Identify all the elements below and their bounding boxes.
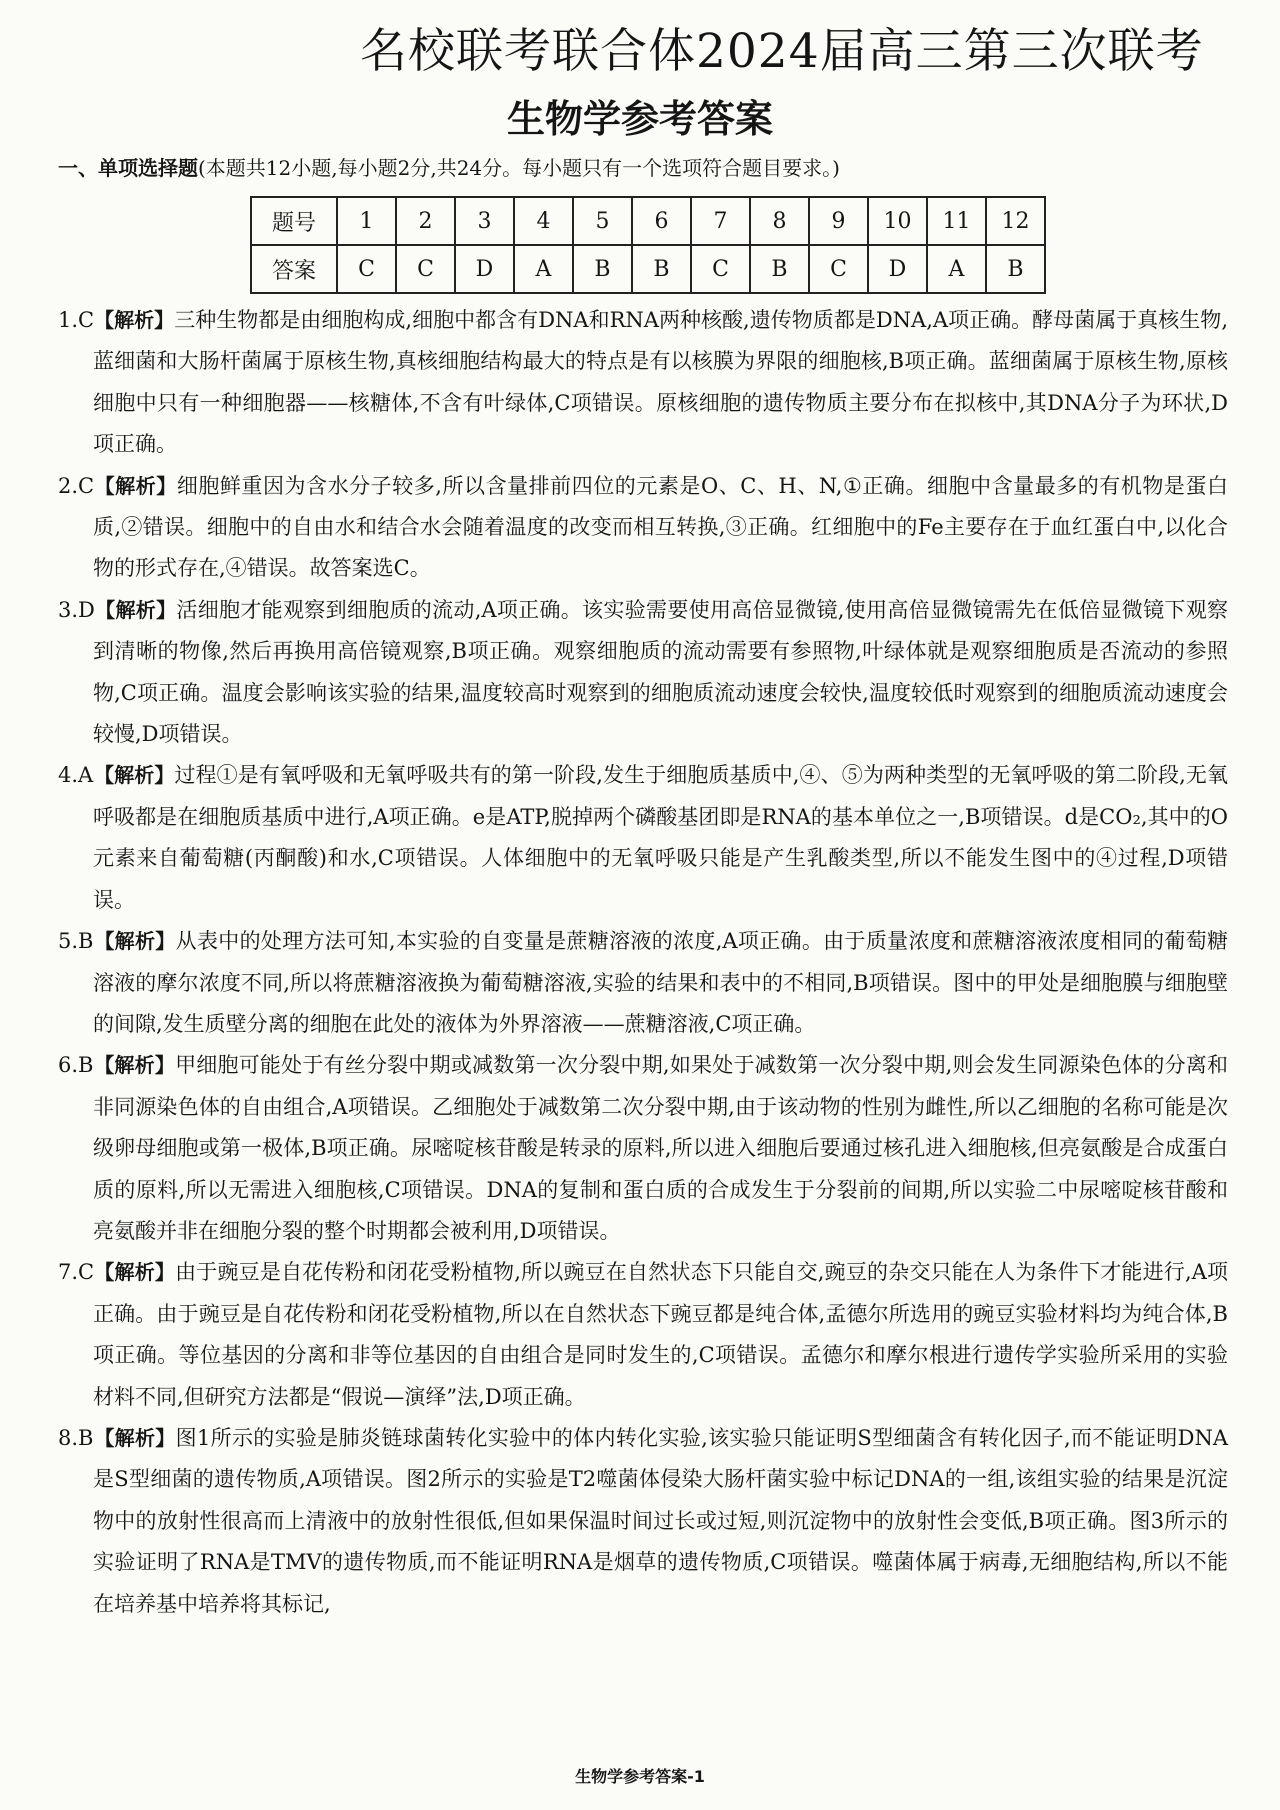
answer-cell: D — [455, 245, 514, 293]
item-text: 从表中的处理方法可知,本实验的自变量是蔗糖溶液的浓度,A项正确。由于质量浓度和蔗糖溶液浓度相同的葡萄糖溶液的摩尔浓度不同,所以将蔗糖溶液换为葡萄糖溶液,实验的结果和表中的不相同,B项错误。图中的甲处是细胞膜与细胞壁的间隙,发生质壁分离的细胞在此处的液体为外界溶液——蔗糖溶液,C项正确。 — [93, 929, 1229, 1036]
section-title: 一、单项选择题 — [58, 156, 198, 180]
answer-cell: B — [573, 245, 632, 293]
analysis-tag: 【解析】 — [94, 1425, 176, 1450]
row-label-number: 题号 — [251, 197, 337, 245]
question-number-cell: 6 — [632, 197, 691, 245]
question-number-cell: 2 — [396, 197, 455, 245]
row-label-answer: 答案 — [251, 245, 337, 293]
item-answer: 4.A — [58, 763, 94, 788]
question-number-cell: 1 — [337, 197, 396, 245]
page-footer: 生物学参考答案-1 — [575, 1767, 705, 1786]
answer-cell: C — [396, 245, 455, 293]
item-answer: 5.B — [58, 929, 94, 954]
item-answer: 1.C — [58, 308, 95, 332]
explanation-item — [58, 1418, 1228, 1625]
question-number-cell: 10 — [868, 197, 927, 245]
analysis-tag: 【解析】 — [94, 1053, 176, 1078]
explanation-item — [58, 755, 1228, 921]
analysis-tag: 【解析】 — [94, 473, 177, 498]
question-number-cell: 12 — [986, 197, 1045, 245]
question-number-cell: 7 — [691, 197, 750, 245]
analysis-tag: 【解析】 — [94, 597, 177, 622]
explanation-item — [58, 921, 1228, 1045]
answer-cell: C — [809, 245, 868, 293]
explanation-item — [58, 466, 1228, 590]
page-subtitle: 生物学参考答案 — [506, 97, 773, 141]
answer-table — [250, 196, 1046, 294]
item-text: 细胞鲜重因为含水分子较多,所以含量排前四位的元素是O、C、H、N,①正确。细胞中含量最多的有机物是蛋白质,②错误。细胞中的自由水和结合水会随着温度的改变而相互转换,③正确。红细胞中的Fe主要存在于血红蛋白中,以化合物的形式存在,④错误。故答案选C。 — [93, 473, 1229, 581]
answer-table-answer-row — [251, 245, 1045, 293]
item-text: 活细胞才能观察到细胞质的流动,A项正确。该实验需要使用高倍显微镜,使用高倍显微镜需先在低倍显微镜下观察到清晰的物像,然后再换用高倍镜观察,B项正确。观察细胞质的流动需要有参照物,叶绿体就是观察细胞质是否流动的参照物,C项正确。温度会影响该实验的结果,温度较高时观察到的细胞质流动速度会较快,温度较低时观察到的细胞质流动速度会较慢,D项错误。 — [93, 597, 1229, 747]
analysis-tag: 【解析】 — [94, 1260, 176, 1285]
answer-cell: B — [986, 245, 1045, 293]
question-number-cell: 8 — [750, 197, 809, 245]
explanation-item — [58, 300, 1228, 466]
explanations — [58, 300, 1228, 1625]
question-number-cell: 5 — [573, 197, 632, 245]
answer-cell: B — [632, 245, 691, 293]
explanation-item — [58, 1252, 1228, 1418]
section-heading — [58, 152, 840, 181]
item-text: 三种生物都是由细胞构成,细胞中都含有DNA和RNA两种核酸,遗传物质都是DNA,A项正确。酵母菌属于真核生物,蓝细菌和大肠杆菌属于原核生物,真核细胞结构最大的特点是有以核膜为界限的细胞核,B项正确。蓝细菌属于原核生物,原核细胞中只有一种细胞器——核糖体,不含有叶绿体,C项错误。原核细胞的遗传物质主要分布在拟核中,其DNA分子为环状,D项正确。 — [93, 308, 1229, 457]
question-number-cell: 4 — [514, 197, 573, 245]
item-answer: 6.B — [58, 1053, 94, 1078]
explanation-item — [58, 1045, 1228, 1252]
answer-cell: A — [514, 245, 573, 293]
answer-cell: D — [868, 245, 927, 293]
answer-cell: C — [337, 245, 396, 293]
section-note: (本题共12小题,每小题2分,共24分。每小题只有一个选项符合题目要求。) — [198, 156, 840, 180]
answer-cell: B — [750, 245, 809, 293]
question-number-cell: 9 — [809, 197, 868, 245]
analysis-tag: 【解析】 — [94, 929, 176, 954]
item-text: 过程①是有氧呼吸和无氧呼吸共有的第一阶段,发生于细胞质基质中,④、⑤为两种类型的无氧呼吸的第二阶段,无氧呼吸都是在细胞质基质中进行,A项正确。e是ATP,脱掉两个磷酸基团即是RNA的基本单位之一,B项错误。d是CO₂,其中的O元素来自葡萄糖(丙酮酸)和水,C项错误。人体细胞中的无氧呼吸只能是产生乳酸类型,所以不能发生图中的④过程,D项错误。 — [93, 763, 1228, 912]
item-answer: 3.D — [58, 597, 95, 622]
item-answer: 8.B — [58, 1425, 94, 1450]
item-answer: 2.C — [58, 473, 95, 498]
page-title: 名校联考联合体2024届高三第三次联考 — [360, 24, 1204, 79]
answer-cell: A — [927, 245, 986, 293]
answer-cell: C — [691, 245, 750, 293]
analysis-tag: 【解析】 — [94, 763, 175, 788]
question-number-cell: 3 — [455, 197, 514, 245]
item-answer: 7.C — [58, 1260, 95, 1285]
analysis-tag: 【解析】 — [94, 308, 175, 332]
item-text: 甲细胞可能处于有丝分裂中期或减数第一次分裂中期,如果处于减数第一次分裂中期,则会发生同源染色体的分离和非同源染色体的自由组合,A项错误。乙细胞处于减数第二次分裂中期,由于该动物的性别为雌性,所以乙细胞的名称可能是次级卵母细胞或第一极体,B项正确。尿嘧啶核苷酸是转录的原料,所以进入细胞后要通过核孔进入细胞核,但亮氨酸是合成蛋白质的原料,所以无需进入细胞核,C项错误。DNA的复制和蛋白质的合成发生于分裂前的间期,所以实验二中尿嘧啶核苷酸和亮氨酸并非在细胞分裂的整个时期都会被利用,D项错误。 — [93, 1053, 1228, 1243]
question-number-cell: 11 — [927, 197, 986, 245]
item-text: 图1所示的实验是肺炎链球菌转化实验中的体内转化实验,该实验只能证明S型细菌含有转化因子,而不能证明DNA是S型细菌的遗传物质,A项错误。图2所示的实验是T2噬菌体侵染大肠杆菌实验中标记DNA的一组,该组实验的结果是沉淀物中的放射性很高而上清液中的放射性很低,但如果保温时间过长或过短,则沉淀物中的放射性会变低,B项正确。图3所示的实验证明了RNA是TMV的遗传物质,而不能证明RNA是烟草的遗传物质,C项错误。噬菌体属于病毒,无细胞结构,所以不能在培养基中培养将其标记, — [93, 1425, 1228, 1616]
explanation-item — [58, 590, 1228, 756]
answer-table-number-row — [251, 197, 1045, 245]
item-text: 由于豌豆是自花传粉和闭花受粉植物,所以豌豆在自然状态下只能自交,豌豆的杂交只能在人为条件下才能进行,A项正确。由于豌豆是自花传粉和闭花受粉植物,所以在自然状态下豌豆都是纯合体,孟德尔所选用的豌豆实验材料均为纯合体,B项正确。等位基因的分离和非等位基因的自由组合是同时发生的,C项错误。孟德尔和摩尔根进行遗传学实验所采用的实验材料不同,但研究方法都是“假说—演绎”法,D项正确。 — [93, 1260, 1229, 1409]
